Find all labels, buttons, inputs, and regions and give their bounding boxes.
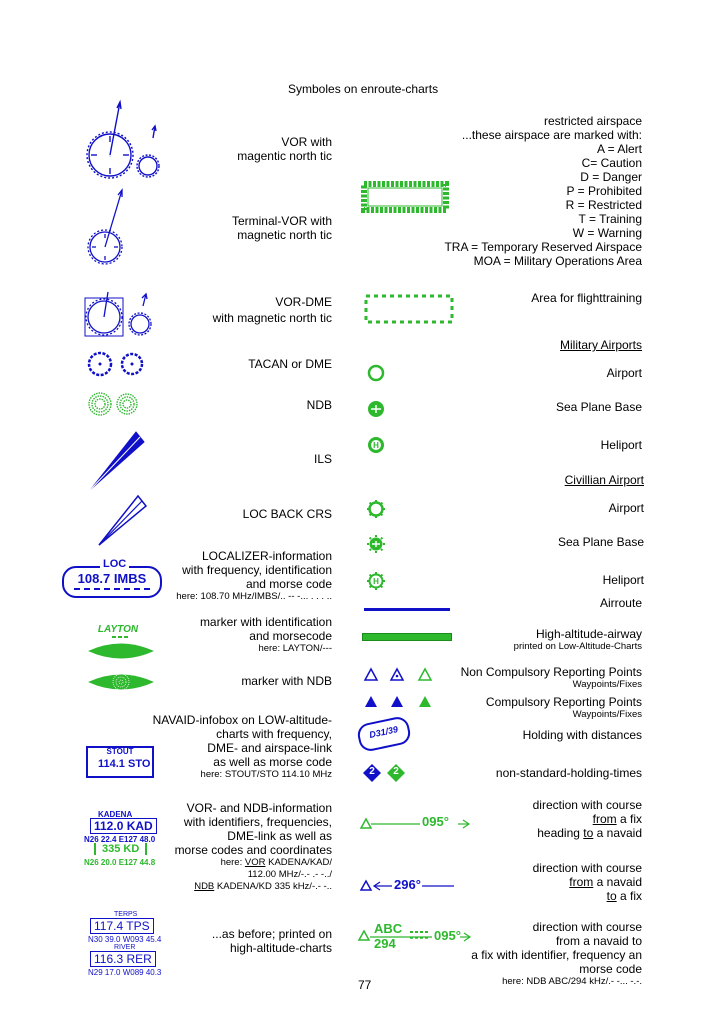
label-direction-1: direction with course from a fix heading to a navaid	[532, 798, 642, 840]
holding-pattern-icon: D31/39	[356, 715, 413, 753]
label-civ-airport: Airport	[608, 501, 644, 515]
high-altitude-infobox: TERPS 117.4 TPS N30 39.0 W093 45.4 RIVER 116.3 RER N29 17.0 W089 40.3	[88, 911, 162, 977]
marker-with-ndb-icon	[86, 669, 156, 695]
compulsory-reporting-icon	[362, 693, 436, 709]
label-mil-heliport: Heliport	[600, 438, 642, 452]
label-navaid: NAVAID-infobox on LOW-altitude- charts with frequency, DME- and airspace-link as well as morse code here: STOUT/STO 114.10 MHz	[152, 713, 332, 780]
ils-icon	[88, 428, 150, 492]
label-noncompulsory: Non Compulsory Reporting Points Waypoints/Fixes	[460, 665, 642, 690]
nonstandard-digit-green: 2	[393, 766, 399, 777]
label-mil-airport: Airport	[606, 366, 642, 380]
label-vor: VOR with magentic north tic	[237, 135, 332, 163]
military-airport-icon	[366, 363, 386, 383]
label-direction-2: direction with course from a navaid to a fix	[532, 861, 642, 903]
civilian-heliport-icon	[366, 571, 386, 591]
svg-text:H: H	[373, 577, 379, 586]
label-marker-ndb: marker with NDB	[241, 674, 332, 688]
direction-1-course: 095°	[422, 814, 449, 829]
direction-3-frequency: 294	[374, 936, 396, 951]
localizer-box	[62, 558, 162, 598]
direction-from-fix-icon	[358, 814, 474, 832]
svg-text:·: ·	[108, 153, 112, 160]
military-airports-header: Military Airports	[559, 338, 642, 352]
kadena-infobox: KADENA 112.0 KAD N26 22.4 E127 48.0 335 KD N26 20.0 E127 44.8	[84, 810, 156, 867]
label-high-airway: High-altitude-airway printed on Low-Altitude-Charts	[513, 627, 642, 652]
label-direction-3: direction with course from a navaid to a fix with identifier, frequency an morse code here: NDB ABC/294 kHz/.- -... -.-.	[471, 920, 642, 987]
restricted-airspace-icon	[360, 180, 450, 214]
civilian-airport-icon	[366, 499, 386, 519]
direction-3-ident: ABC	[374, 921, 403, 936]
label-ndb: NDB	[306, 398, 332, 412]
tacan-icon	[86, 348, 150, 380]
navaid-name: STOUT	[106, 747, 134, 756]
label-civ-seaplane: Sea Plane Base	[557, 535, 644, 549]
label-terminal-vor: Terminal-VOR with magnetic north tic	[231, 214, 332, 242]
svg-text:H: H	[373, 441, 379, 450]
flighttraining-area-icon	[362, 292, 456, 326]
loc-morse	[74, 588, 150, 590]
label-localizer: LOCALIZER-information with frequency, identification and morse code here: 108.70 MHz/IMBS/.. -- -... . . . ..	[176, 549, 332, 602]
page-number: 77	[358, 978, 372, 992]
label-civ-heliport: Heliport	[602, 573, 644, 587]
loc-label: LOC	[100, 558, 129, 570]
loc-frequency: 108.7 IMBS	[77, 571, 147, 586]
label-flighttraining: Area for flighttraining	[531, 291, 642, 305]
label-holding: Holding with distances	[522, 728, 642, 742]
military-seaplane-icon	[366, 399, 386, 419]
label-mil-seaplane: Sea Plane Base	[555, 400, 642, 414]
military-heliport-icon	[366, 435, 386, 455]
label-ils: ILS	[313, 452, 332, 466]
airroute-line	[364, 608, 450, 611]
navaid-frequency: 114.1 STO	[98, 758, 151, 770]
label-nonstandard-holding: non-standard-holding-times	[495, 766, 642, 780]
vor-compass-rose-icon	[80, 100, 170, 190]
direction-3-course: 095°	[434, 928, 461, 943]
nonstandard-digit-blue: 2	[369, 766, 375, 777]
loc-back-course-icon	[96, 492, 154, 548]
civilian-seaplane-icon	[366, 534, 386, 554]
vor-dme-icon	[80, 288, 160, 343]
label-marker: marker with identification and morsecode here: LAYTON/---	[199, 615, 332, 654]
label-as-before: ...as before; printed on high-altitude-charts	[211, 927, 332, 955]
ndb-icon	[88, 390, 148, 418]
marker-icon	[86, 634, 156, 660]
page-title: Symboles on enroute-charts	[288, 82, 439, 96]
label-vor-ndb: VOR- and NDB-information with identifiers, frequencies, DME-link as well as morse codes and coordinates here: VOR KADENA/KAD/ 112.00 MHz/-.- .- -../ NDB KADENA/KD 335 kHz/-.- -..	[174, 801, 332, 892]
high-altitude-airway-line	[362, 633, 452, 641]
civilian-airport-header: Civillian Airport	[564, 473, 644, 487]
marker-label: LAYTON	[97, 624, 139, 635]
direction-2-course: 296°	[394, 877, 421, 892]
label-vor-dme: VOR-DME with magnetic north tic	[212, 295, 332, 325]
label-restricted-airspace: restricted airspace ...these airspace are marked with: A = Alert C= Caution D = Danger P = Prohibited R = Restricted T = Training W = Warning TRA = Temporary Reserved Airspace MOA = Military Operations Area	[444, 114, 642, 268]
label-loc-back-crs: LOC BACK CRS	[242, 507, 332, 521]
noncompulsory-reporting-icon	[362, 666, 436, 682]
navaid-infobox	[86, 746, 154, 778]
terminal-vor-icon	[80, 185, 140, 275]
label-compulsory: Compulsory Reporting Points Waypoints/Fixes	[485, 695, 642, 720]
label-airroute: Airroute	[599, 596, 642, 610]
label-tacan: TACAN or DME	[248, 357, 332, 371]
